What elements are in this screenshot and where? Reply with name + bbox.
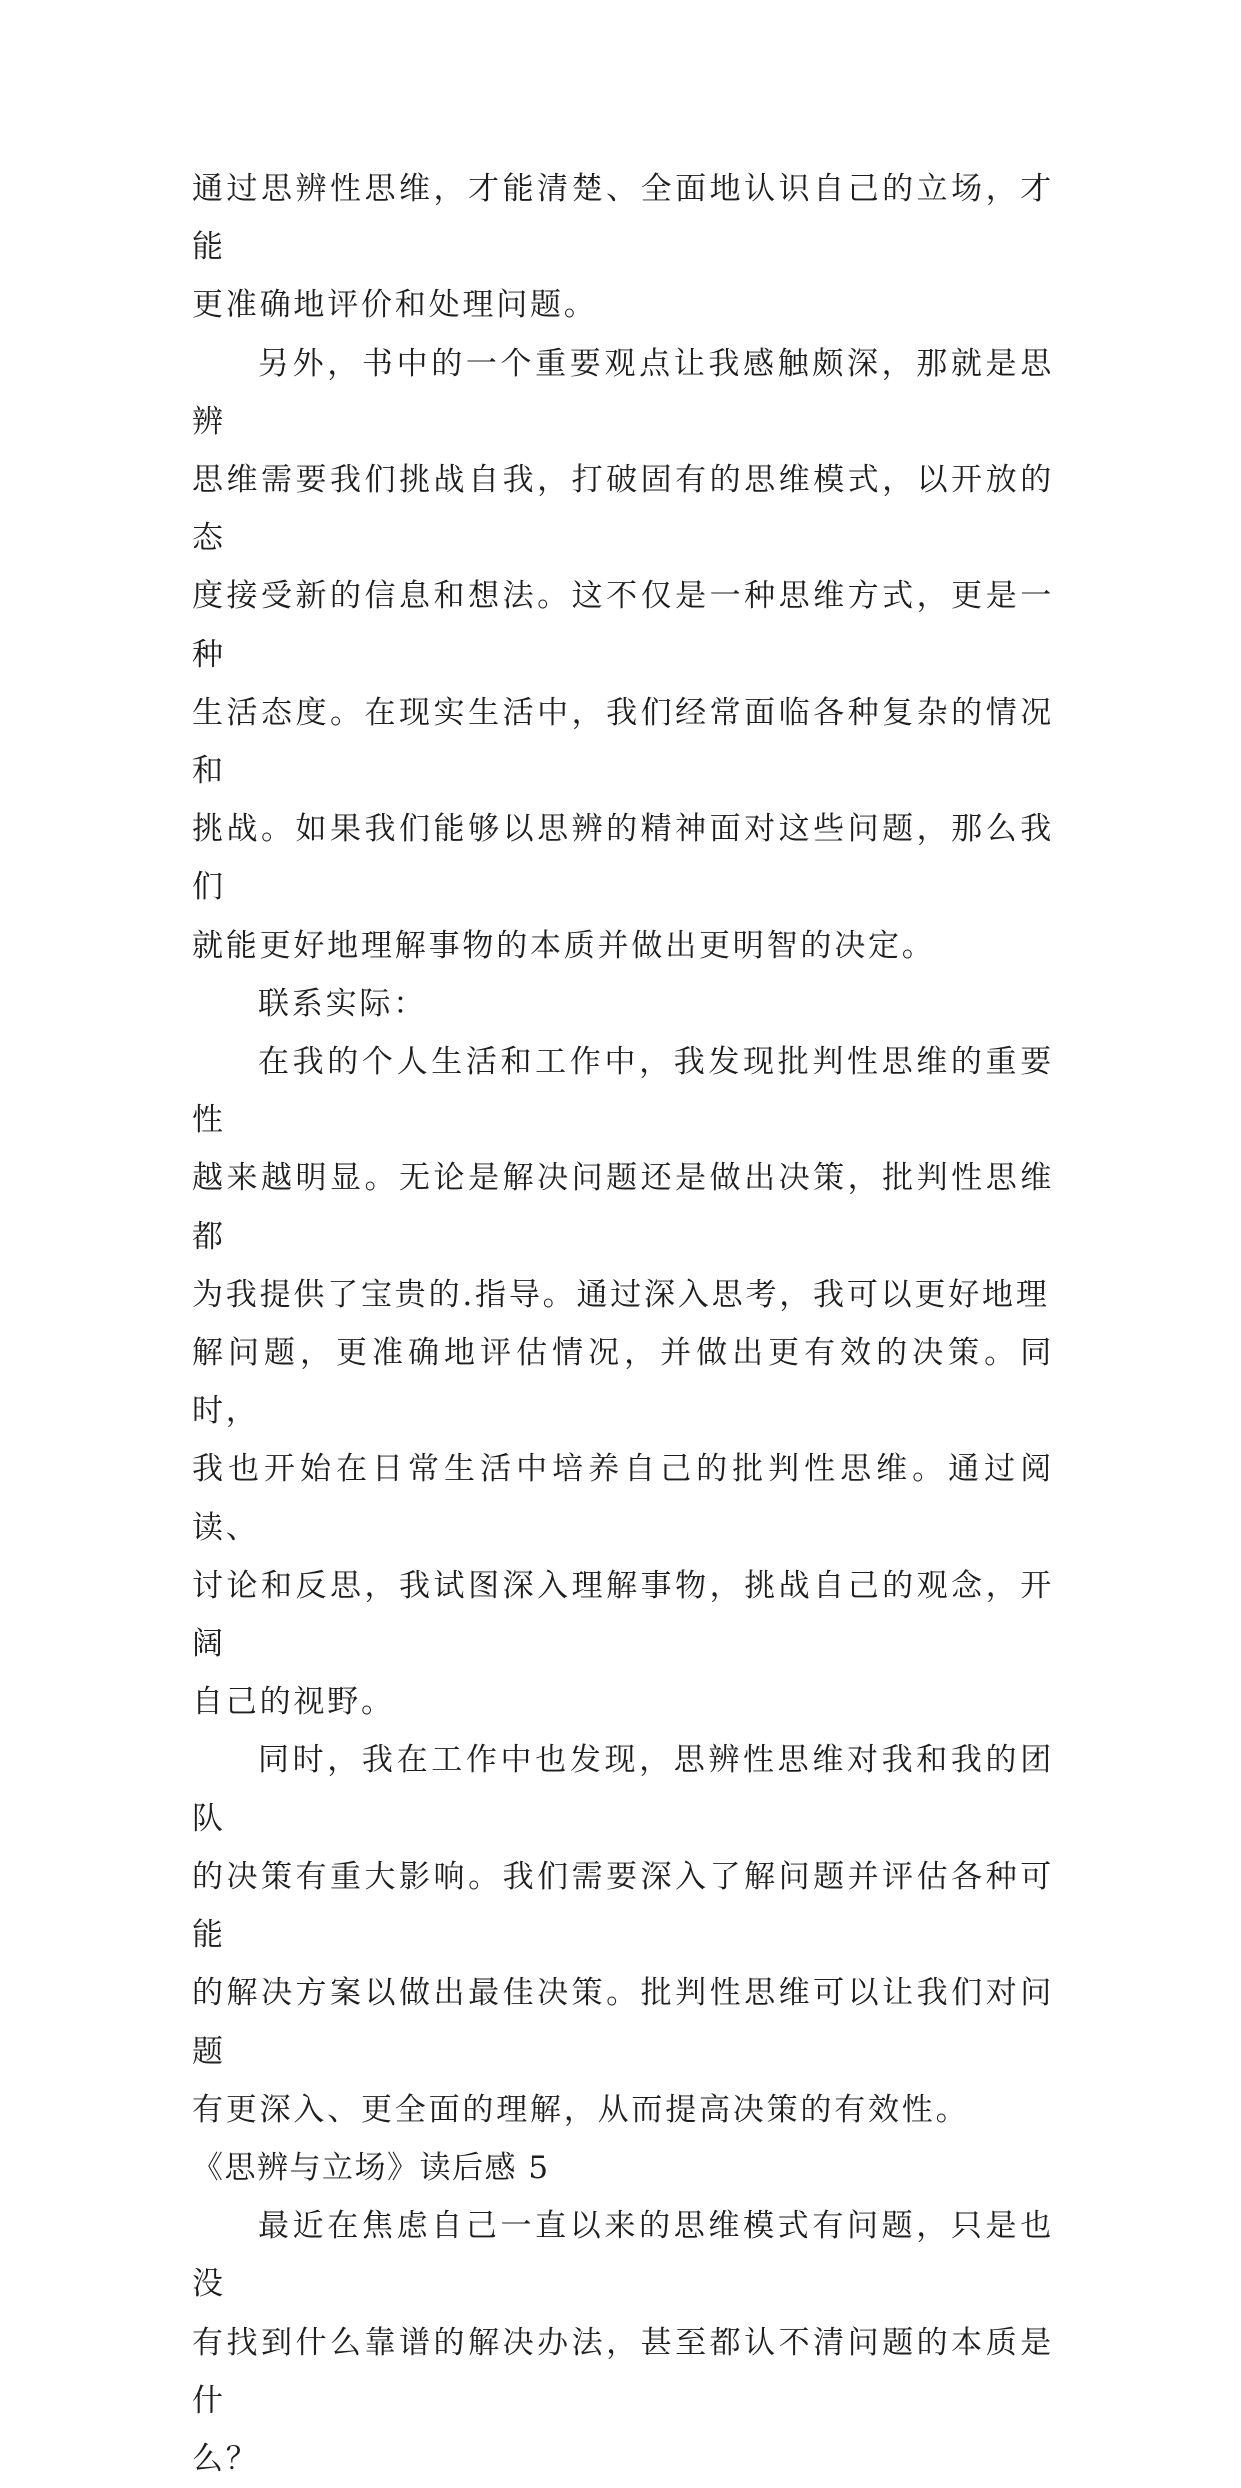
text-line: 么？ — [192, 2440, 260, 2477]
document-body — [192, 160, 1054, 2488]
paragraph-6 — [192, 2197, 1054, 2488]
paragraph-2 — [192, 335, 1054, 975]
text-line: 就能更好地理解事物的本质并做出更明智的决定。 — [192, 927, 936, 964]
text-line: 思维需要我们挑战自我，打破固有的思维模式，以开放的态 — [192, 462, 1054, 557]
paragraph-4 — [192, 1033, 1054, 1731]
paragraph-5 — [192, 1731, 1054, 2138]
text-line: 联系实际： — [258, 985, 427, 1022]
text-line: 通过思辨性思维，才能清楚、全面地认识自己的立场，才能 — [192, 171, 1054, 266]
text-line: 我也开始在日常生活中培养自己的批判性思维。通过阅读、 — [192, 1451, 1054, 1546]
text-line: 讨论和反思，我试图深入理解事物，挑战自己的观念，开阔 — [192, 1567, 1054, 1663]
text-line: 另外，书中的一个重要观点让我感触颇深，那就是思辨 — [192, 345, 1054, 440]
text-line: 的决策有重大影响。我们需要深入了解问题并评估各种可能 — [192, 1858, 1054, 1954]
text-line: 最近在焦虑自己一直以来的思维模式有问题，只是也没 — [192, 2208, 1054, 2303]
text-line: 有更深入、更全面的理解，从而提高决策的有效性。 — [192, 2091, 970, 2128]
section-heading: 《思辨与立场》读后感 5 — [192, 2149, 550, 2186]
text-line: 度接受新的信息和想法。这不仅是一种思维方式，更是一种 — [192, 578, 1054, 673]
text-line: 的解决方案以做出最佳决策。批判性思维可以让我们对问题 — [192, 1975, 1054, 2070]
paragraph-1 — [192, 160, 1054, 335]
text-line: 同时，我在工作中也发现，思辨性思维对我和我的团队 — [192, 1742, 1054, 1837]
text-line: 有找到什么靠谱的解决办法，甚至都认不清问题的本质是什 — [192, 2324, 1054, 2419]
text-line: 越来越明显。无论是解决问题还是做出决策，批判性思维都 — [192, 1160, 1054, 1255]
text-line: 更准确地评价和处理问题。 — [192, 287, 598, 324]
text-line: 在我的个人生活和工作中，我发现批判性思维的重要性 — [192, 1044, 1054, 1139]
text-line: 为我提供了宝贵的.指导。通过深入思考，我可以更好地理 — [192, 1276, 1050, 1313]
text-line: 解问题，更准确地评估情况，并做出更有效的决策。同时， — [192, 1335, 1054, 1430]
text-line: 生活态度。在现实生活中，我们经常面临各种复杂的情况和 — [192, 694, 1054, 790]
text-line: 挑战。如果我们能够以思辨的精神面对这些问题，那么我们 — [192, 811, 1054, 906]
text-line: 自己的视野。 — [192, 1684, 395, 1721]
paragraph-3 — [192, 975, 1054, 1033]
